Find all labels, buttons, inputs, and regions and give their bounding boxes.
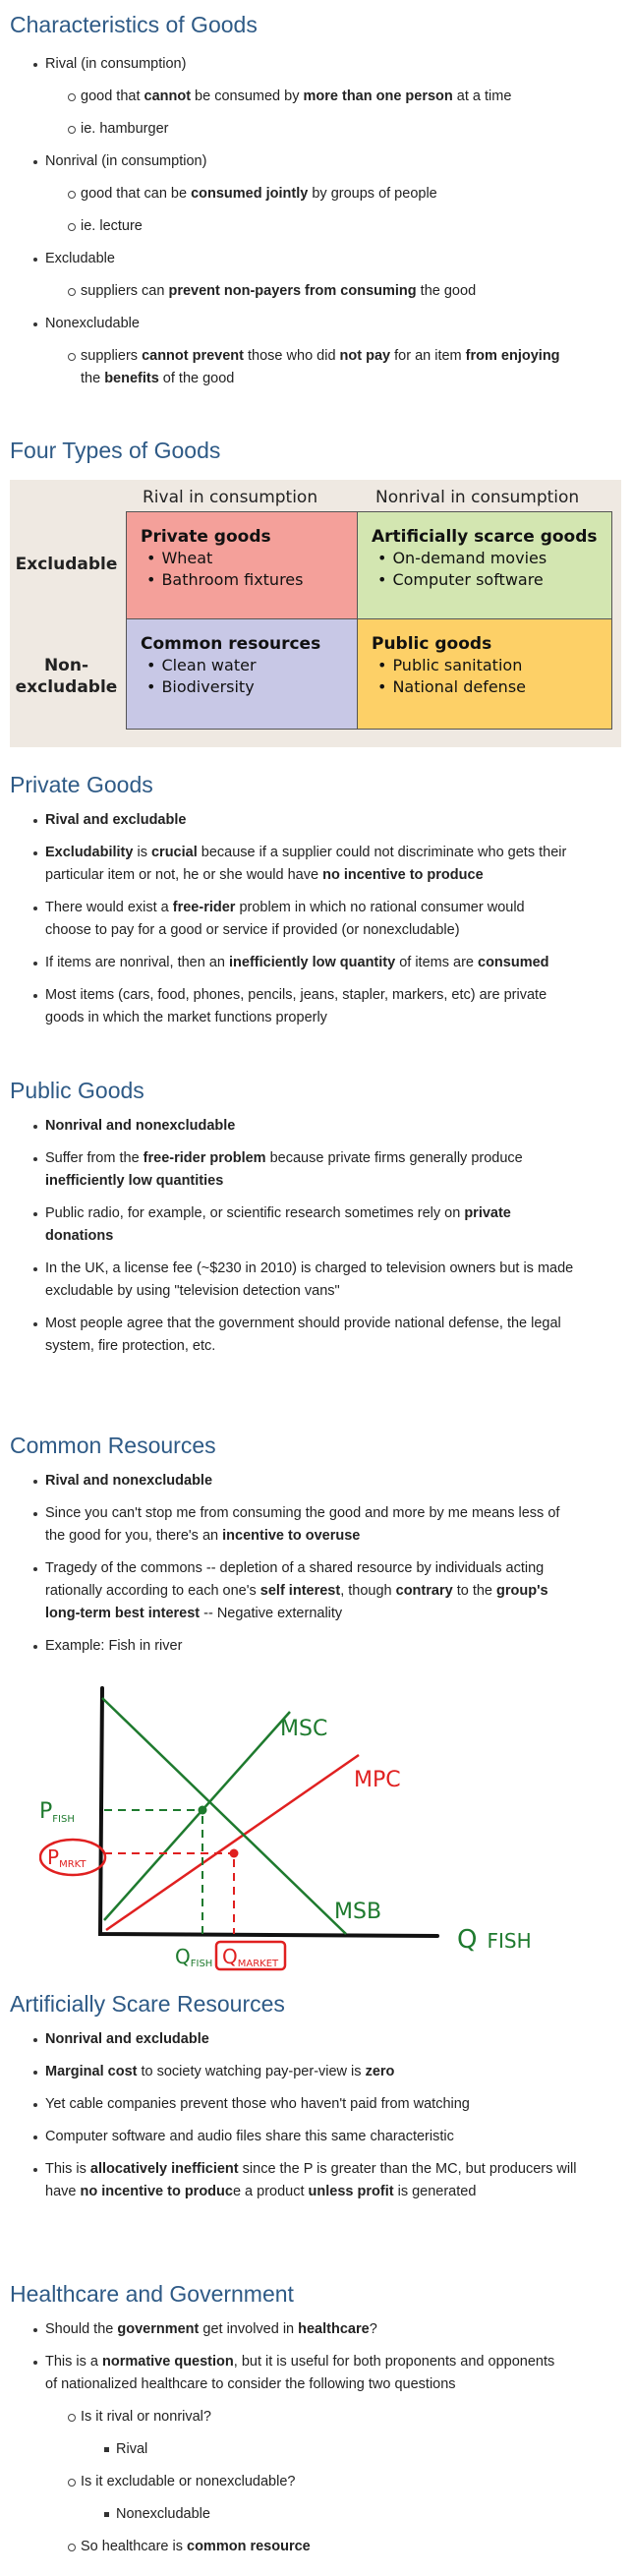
mpc-line	[106, 1755, 359, 1930]
list-item: Excludability is crucial because if a supplier could not discriminate who gets their particular item or not, he or she would have no incentive to produce	[10, 842, 623, 887]
list-item: Should the government get involved in healthcare?	[10, 2318, 623, 2341]
list-item: There would exist a free-rider problem in which no rational consumer would choose to pay for a good or service if provided (or nonexcludable)	[10, 897, 623, 942]
list-item: good that cannot be consumed by more than one person at a time	[10, 86, 623, 108]
section-title: Four Types of Goods	[10, 438, 221, 463]
row-header-excludable: Excludable	[15, 555, 118, 574]
list-item: Nonexcludable	[10, 313, 623, 335]
list-item: Nonrival (in consumption)	[10, 150, 623, 173]
list-item: So healthcare is common resource	[10, 2536, 623, 2558]
list-item: Suffer from the free-rider problem because private firms generally produce inefficiently low quantities	[10, 1147, 623, 1193]
mpc-label: MPC	[354, 1768, 401, 1792]
healthcare-section	[10, 2279, 623, 2558]
msb-label: MSB	[334, 1900, 382, 1924]
list-item: Example: Fish in river	[10, 1635, 623, 1658]
four-types-table	[10, 480, 621, 747]
cell-private-goods: Private goods • Wheat • Bathroom fixtures	[126, 511, 358, 619]
cell-common-resources: Common resources • Clean water • Biodiversity	[126, 618, 358, 730]
list-item: Public radio, for example, or scientific research sometimes rely on private donations	[10, 1202, 623, 1248]
list-item: ie. hamburger	[10, 118, 623, 141]
q-fish-label: QFISH	[175, 1945, 213, 1969]
list-item: Nonrival and nonexcludable	[10, 1115, 623, 1138]
section-title: Characteristics of Goods	[10, 12, 258, 37]
section-title: Private Goods	[10, 772, 153, 797]
list-item: This is a normative question, but it is useful for both proponents and opponents of nationalized healthcare to consider the following two questions	[10, 2351, 623, 2396]
artificial-section	[10, 1989, 623, 2203]
list-item: Nonrival and excludable	[10, 2028, 623, 2051]
cell-artificially-scarce-goods: Artificially scarce goods • On-demand movies • Computer software	[357, 511, 612, 619]
section-title: Public Goods	[10, 1078, 144, 1103]
list-item: good that can be consumed jointly by groups of people	[10, 183, 623, 205]
common-resources-section	[10, 1431, 623, 1658]
column-header-nonrival: Nonrival in consumption	[375, 488, 580, 507]
list-item: In the UK, a license fee (~$230 in 2010) is charged to television owners but is made excludable by using "television detection vans"	[10, 1258, 623, 1303]
section-title: Artificially Scare Resources	[10, 1991, 285, 2017]
list-item: suppliers cannot prevent those who did not pay for an item from enjoying the benefits of the good	[10, 345, 623, 390]
msc-label: MSC	[280, 1717, 328, 1741]
list-item: suppliers can prevent non-payers from consuming the good	[10, 280, 623, 303]
q-market-label: QMARKET	[222, 1945, 279, 1969]
section-title: Common Resources	[10, 1433, 216, 1458]
row-header-nonexcludable: Non- excludable	[15, 656, 118, 697]
list-item: Tragedy of the commons -- depletion of a shared resource by individuals acting rationally according to each one's self interest, though contrary to the group's long-term best interest -- Negative externality	[10, 1557, 623, 1625]
list-item: This is allocatively inefficient since the P is greater than the MC, but producers will have no incentive to produce a product unless profit is generated	[10, 2158, 623, 2203]
p-fish-label: PFISH	[39, 1799, 75, 1825]
x-axis-label: Q FISH	[457, 1925, 532, 1955]
list-item: Computer software and audio files share this same characteristic	[10, 2126, 623, 2148]
cell-public-goods: Public goods • Public sanitation • National defense	[357, 618, 612, 730]
four-types-section	[10, 436, 623, 465]
list-item: If items are nonrival, then an inefficiently low quantity of items are consumed	[10, 952, 623, 974]
p-market-label: PMRKT	[47, 1845, 86, 1870]
list-item: Since you can't stop me from consuming the good and more by me means less of the good for you, there's an incentive to overuse	[10, 1502, 623, 1548]
column-header-rival: Rival in consumption	[143, 488, 318, 507]
list-item: Yet cable companies prevent those who haven't paid from watching	[10, 2093, 623, 2116]
market-equilibrium-point	[230, 1849, 239, 1858]
list-item: Is it rival or nonrival?	[10, 2406, 623, 2429]
characteristics-section	[10, 10, 623, 390]
list-item: Rival and nonexcludable	[10, 1470, 623, 1493]
list-item: Nonexcludable	[10, 2503, 623, 2526]
social-optimum-point	[199, 1806, 207, 1815]
list-item: Most items (cars, food, phones, pencils, jeans, stapler, markers, etc) are private goods in which the market functions properly	[10, 984, 623, 1029]
private-goods-section	[10, 770, 623, 1029]
list-item: Excludable	[10, 248, 623, 270]
list-item: Is it excludable or nonexcludable?	[10, 2471, 623, 2493]
public-goods-section	[10, 1076, 623, 1358]
msc-line	[104, 1712, 290, 1920]
list-item: Rival and excludable	[10, 809, 623, 832]
list-item: Most people agree that the government should provide national defense, the legal system, fire protection, etc.	[10, 1313, 623, 1358]
list-item: ie. lecture	[10, 215, 623, 238]
fish-market-graph	[39, 1676, 550, 1971]
list-item: Rival	[10, 2438, 623, 2461]
list-item: Rival (in consumption)	[10, 53, 623, 76]
section-title: Healthcare and Government	[10, 2281, 294, 2307]
list-item: Marginal cost to society watching pay-per-view is zero	[10, 2061, 623, 2083]
